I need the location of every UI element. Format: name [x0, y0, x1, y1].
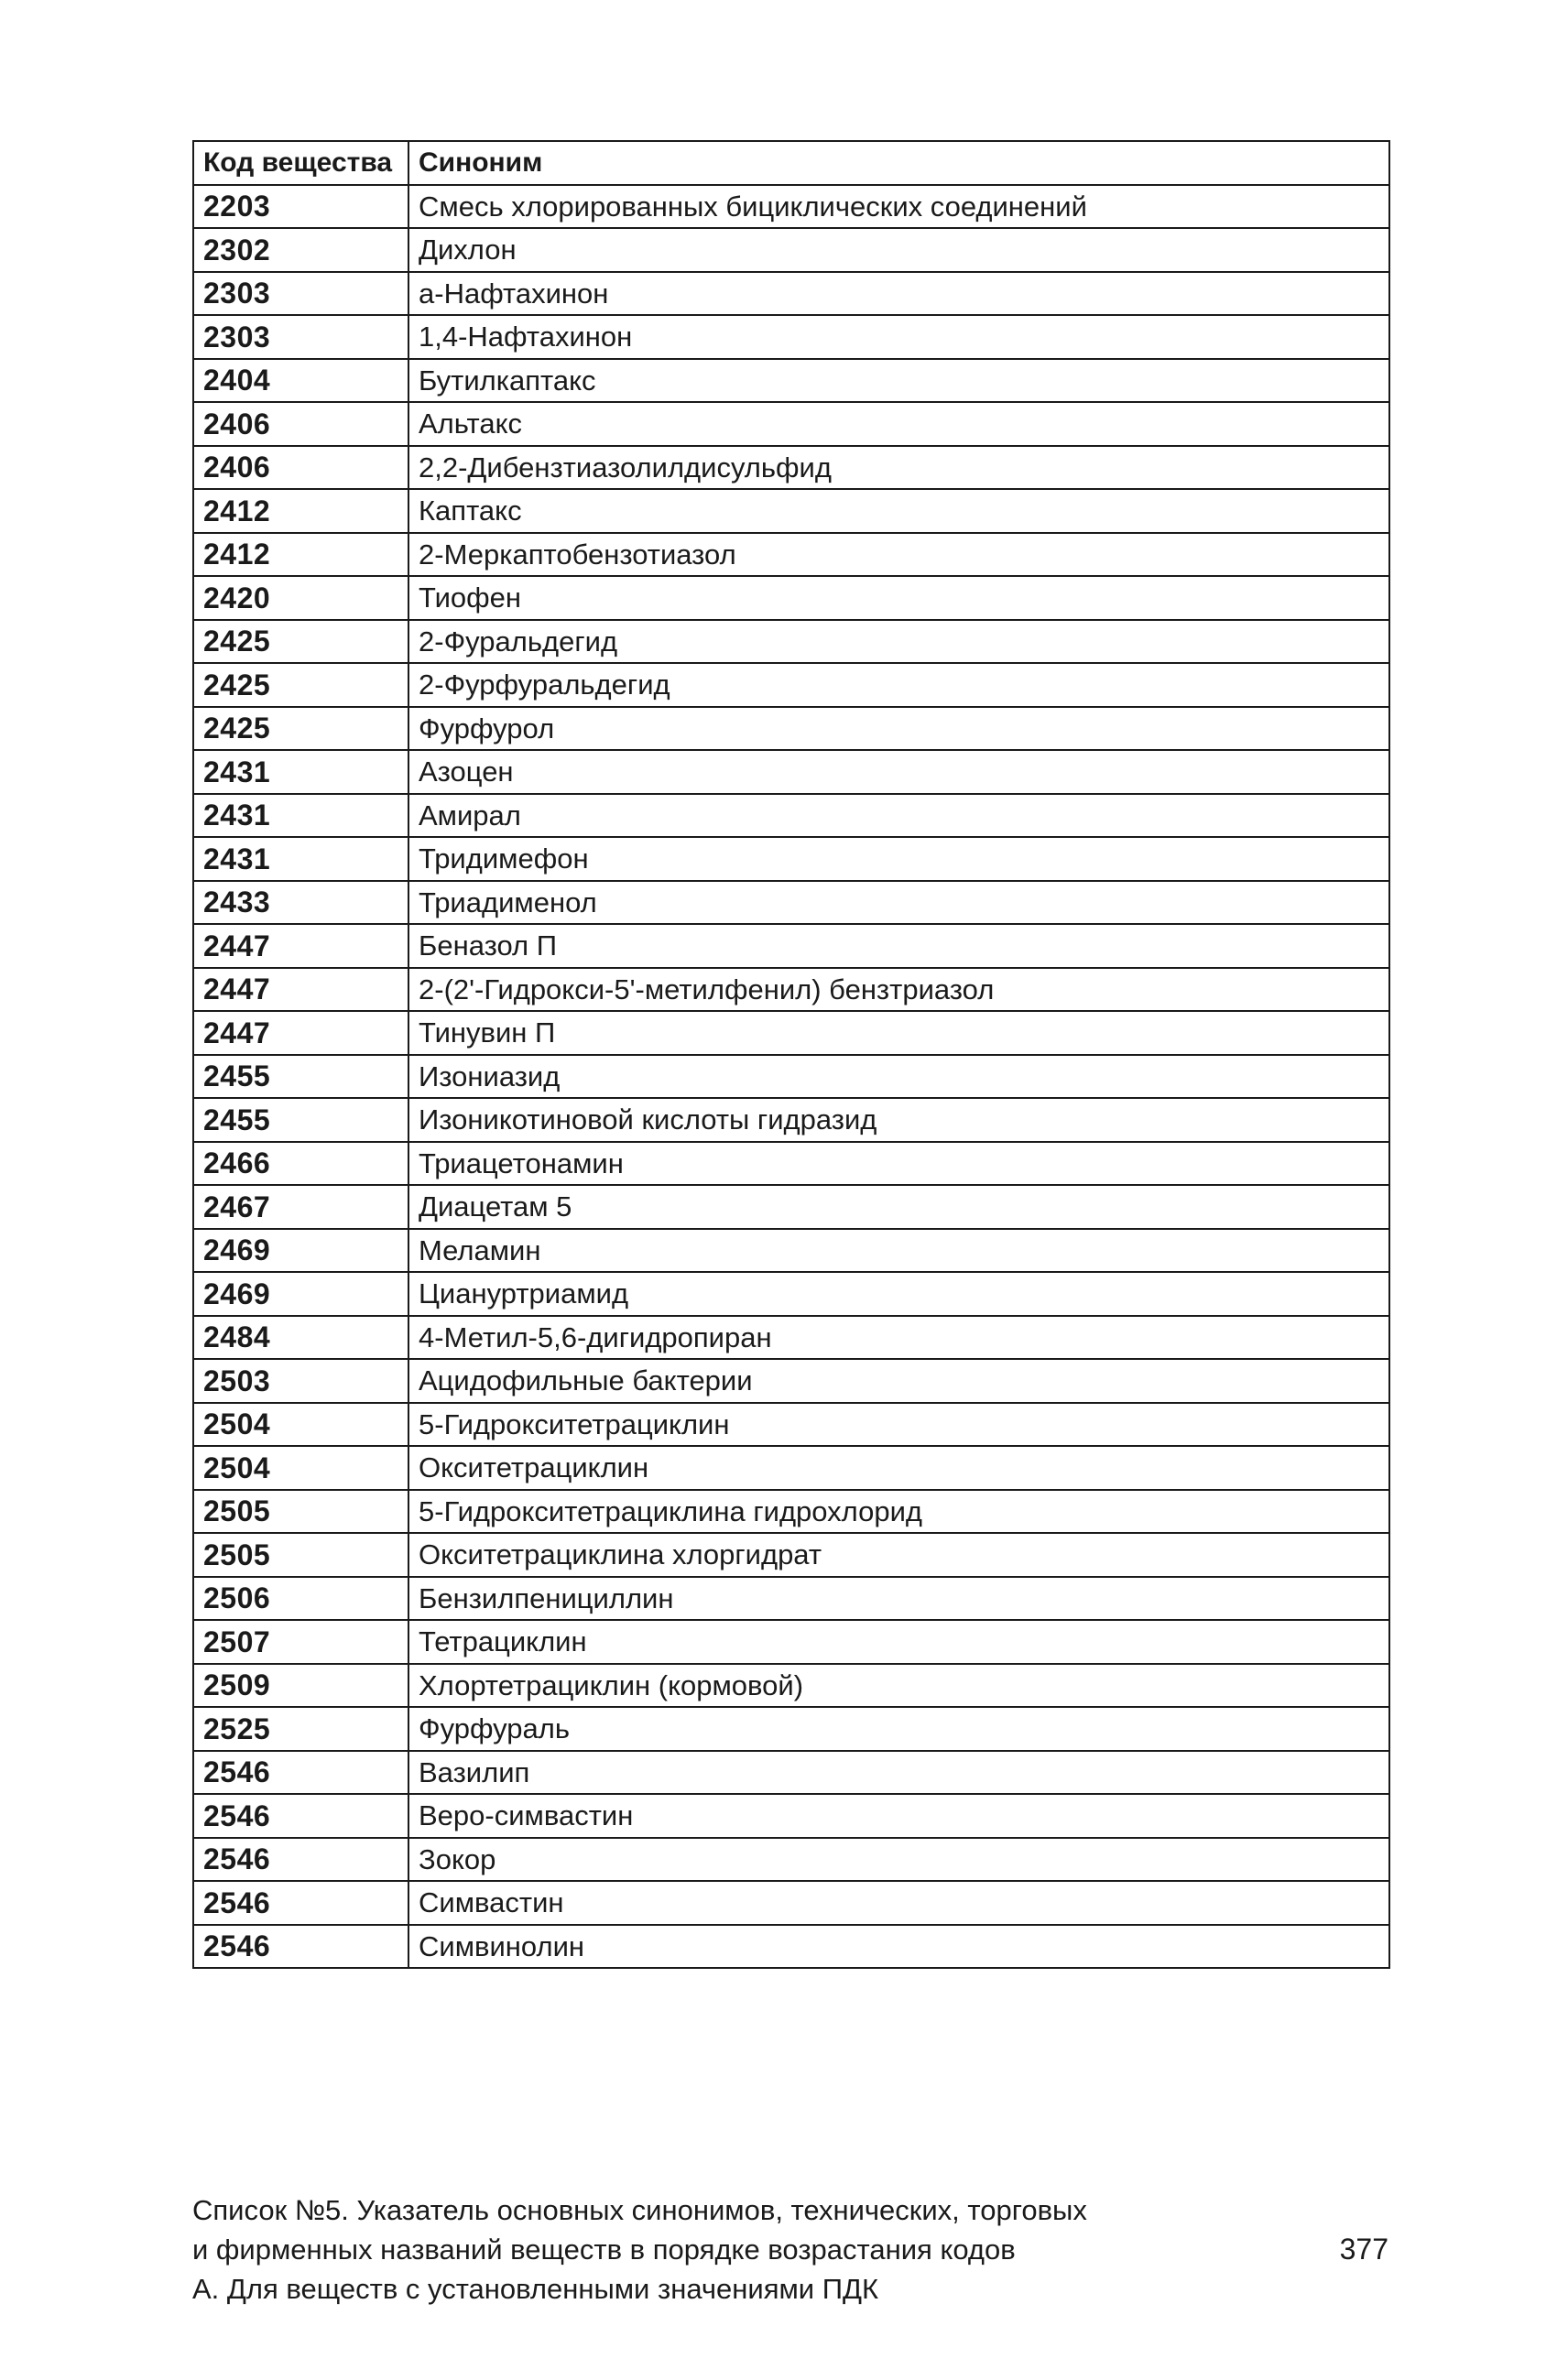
synonym-cell: Беназол П [408, 924, 1389, 968]
synonym-cell: Тетрациклин [408, 1620, 1389, 1664]
synonym-cell: а-Нафтахинон [408, 272, 1389, 316]
substance-code-cell: 2406 [193, 446, 408, 490]
substance-code-cell: 2425 [193, 663, 408, 707]
substance-code-cell: 2303 [193, 315, 408, 359]
table-body [193, 185, 1389, 1969]
table-row [193, 1881, 1389, 1925]
substance-code-cell: 2525 [193, 1707, 408, 1751]
substance-code-cell: 2509 [193, 1664, 408, 1708]
substance-code-cell: 2404 [193, 359, 408, 403]
synonym-cell: Фурфураль [408, 1707, 1389, 1751]
synonym-cell: Триацетонамин [408, 1142, 1389, 1186]
substance-code-cell: 2455 [193, 1098, 408, 1142]
table-row [193, 750, 1389, 794]
table-row [193, 837, 1389, 881]
substance-code-cell: 2505 [193, 1490, 408, 1534]
table-row [193, 1490, 1389, 1534]
substance-code-cell: 2546 [193, 1794, 408, 1838]
table-row [193, 576, 1389, 620]
table-row [193, 228, 1389, 272]
synonym-cell: Ацидофильные бактерии [408, 1359, 1389, 1403]
substance-code-cell: 2455 [193, 1055, 408, 1099]
synonym-cell: Изоникотиновой кислоты гидразид [408, 1098, 1389, 1142]
page-number: 377 [1339, 2233, 1388, 2266]
synonym-cell: Азоцен [408, 750, 1389, 794]
substance-code-cell: 2420 [193, 576, 408, 620]
substance-code-cell: 2546 [193, 1838, 408, 1882]
synonym-cell: Фурфурол [408, 707, 1389, 751]
table-row [193, 1185, 1389, 1229]
table-row [193, 272, 1389, 316]
synonym-cell: Хлортетрациклин (кормовой) [408, 1664, 1389, 1708]
table-row [193, 1098, 1389, 1142]
synonym-cell: Тридимефон [408, 837, 1389, 881]
synonym-cell: 5-Гидрокситетрациклина гидрохлорид [408, 1490, 1389, 1534]
table-row [193, 1142, 1389, 1186]
table-row [193, 663, 1389, 707]
table-row [193, 1794, 1389, 1838]
substance-code-cell: 2504 [193, 1403, 408, 1447]
header-code: Код вещества [193, 141, 408, 185]
table-row [193, 881, 1389, 925]
substance-code-cell: 2303 [193, 272, 408, 316]
synonym-cell: Смесь хлорированных бициклических соединений [408, 185, 1389, 229]
substance-code-cell: 2433 [193, 881, 408, 925]
substance-code-cell: 2506 [193, 1577, 408, 1621]
synonym-cell: 2-Фурфуральдегид [408, 663, 1389, 707]
footer-line: и фирменных названий веществ в порядке возрастания кодов [192, 2233, 1016, 2266]
table-row [193, 620, 1389, 664]
synonym-cell: Амирал [408, 794, 1389, 838]
table-row [193, 1359, 1389, 1403]
substance-code-cell: 2431 [193, 794, 408, 838]
synonym-cell: 2,2-Дибензтиазолилдисульфид [408, 446, 1389, 490]
table-row [193, 1925, 1389, 1969]
substance-code-cell: 2412 [193, 489, 408, 533]
table-row [193, 794, 1389, 838]
synonym-cell: Триадименол [408, 881, 1389, 925]
substance-code-cell: 2546 [193, 1925, 408, 1969]
table-row [193, 1620, 1389, 1664]
synonym-cell: Окситетрациклина хлоргидрат [408, 1533, 1389, 1577]
substance-code-cell: 2505 [193, 1533, 408, 1577]
table-row [193, 1316, 1389, 1360]
synonym-cell: Альтакс [408, 402, 1389, 446]
synonym-cell: 1,4-Нафтахинон [408, 315, 1389, 359]
substance-code-cell: 2431 [193, 837, 408, 881]
substance-code-cell: 2503 [193, 1359, 408, 1403]
substance-code-cell: 2546 [193, 1881, 408, 1925]
substance-code-cell: 2467 [193, 1185, 408, 1229]
table-row [193, 1229, 1389, 1273]
footer-line: А. Для веществ с установленными значениями ПДК [192, 2273, 879, 2305]
synonym-cell: Диацетам 5 [408, 1185, 1389, 1229]
synonym-cell: Циануртриамид [408, 1272, 1389, 1316]
substance-code-cell: 2469 [193, 1229, 408, 1273]
table-row [193, 533, 1389, 577]
substance-code-cell: 2469 [193, 1272, 408, 1316]
substance-code-cell: 2504 [193, 1446, 408, 1490]
synonym-cell: 2-Меркаптобензотиазол [408, 533, 1389, 577]
synonym-cell: Тинувин П [408, 1011, 1389, 1055]
page-footer-caption [192, 2190, 1108, 2309]
table-row [193, 1577, 1389, 1621]
header-synonym: Синоним [408, 141, 1389, 185]
substance-code-cell: 2447 [193, 1011, 408, 1055]
synonym-cell: 5-Гидрокситетрациклин [408, 1403, 1389, 1447]
substance-code-cell: 2425 [193, 620, 408, 664]
synonym-cell: 2-Фуральдегид [408, 620, 1389, 664]
footer-line: Список №5. Указатель основных синонимов, технических, торговых [192, 2194, 1087, 2226]
substance-code-cell: 2406 [193, 402, 408, 446]
table-row [193, 315, 1389, 359]
table-row [193, 185, 1389, 229]
synonym-cell: Дихлон [408, 228, 1389, 272]
synonym-cell: Изониазид [408, 1055, 1389, 1099]
table-row [193, 968, 1389, 1012]
table-row [193, 446, 1389, 490]
table-row [193, 1707, 1389, 1751]
table-row [193, 1272, 1389, 1316]
table-row [193, 359, 1389, 403]
substance-code-cell: 2431 [193, 750, 408, 794]
substance-code-cell: 2466 [193, 1142, 408, 1186]
substance-code-cell: 2425 [193, 707, 408, 751]
substance-code-cell: 2507 [193, 1620, 408, 1664]
table-row [193, 1403, 1389, 1447]
substance-code-cell: 2447 [193, 924, 408, 968]
table-row [193, 1055, 1389, 1099]
synonym-cell: Каптакс [408, 489, 1389, 533]
synonym-cell: Окситетрациклин [408, 1446, 1389, 1490]
table-header-row [193, 141, 1389, 185]
synonym-cell: Тиофен [408, 576, 1389, 620]
table-row [193, 1838, 1389, 1882]
synonym-cell: 4-Метил-5,6-дигидропиран [408, 1316, 1389, 1360]
table-row [193, 402, 1389, 446]
substance-code-cell: 2484 [193, 1316, 408, 1360]
table-row [193, 1751, 1389, 1795]
table-row [193, 924, 1389, 968]
synonym-cell: Зокор [408, 1838, 1389, 1882]
synonym-cell: 2-(2'-Гидрокси-5'-метилфенил) бензтриазол [408, 968, 1389, 1012]
substance-code-cell: 2412 [193, 533, 408, 577]
substance-code-cell: 2546 [193, 1751, 408, 1795]
table-row [193, 707, 1389, 751]
table-row [193, 1446, 1389, 1490]
table-row [193, 489, 1389, 533]
synonym-cell: Симвастин [408, 1881, 1389, 1925]
synonym-cell: Бутилкаптакс [408, 359, 1389, 403]
table-row [193, 1011, 1389, 1055]
synonym-cell: Веро-симвастин [408, 1794, 1389, 1838]
substance-code-cell: 2447 [193, 968, 408, 1012]
synonym-cell: Меламин [408, 1229, 1389, 1273]
table-row [193, 1664, 1389, 1708]
substance-code-cell: 2203 [193, 185, 408, 229]
synonym-cell: Симвинолин [408, 1925, 1389, 1969]
table-row [193, 1533, 1389, 1577]
synonym-cell: Бензилпенициллин [408, 1577, 1389, 1621]
substance-code-cell: 2302 [193, 228, 408, 272]
synonyms-table [192, 140, 1390, 1969]
synonym-cell: Вазилип [408, 1751, 1389, 1795]
